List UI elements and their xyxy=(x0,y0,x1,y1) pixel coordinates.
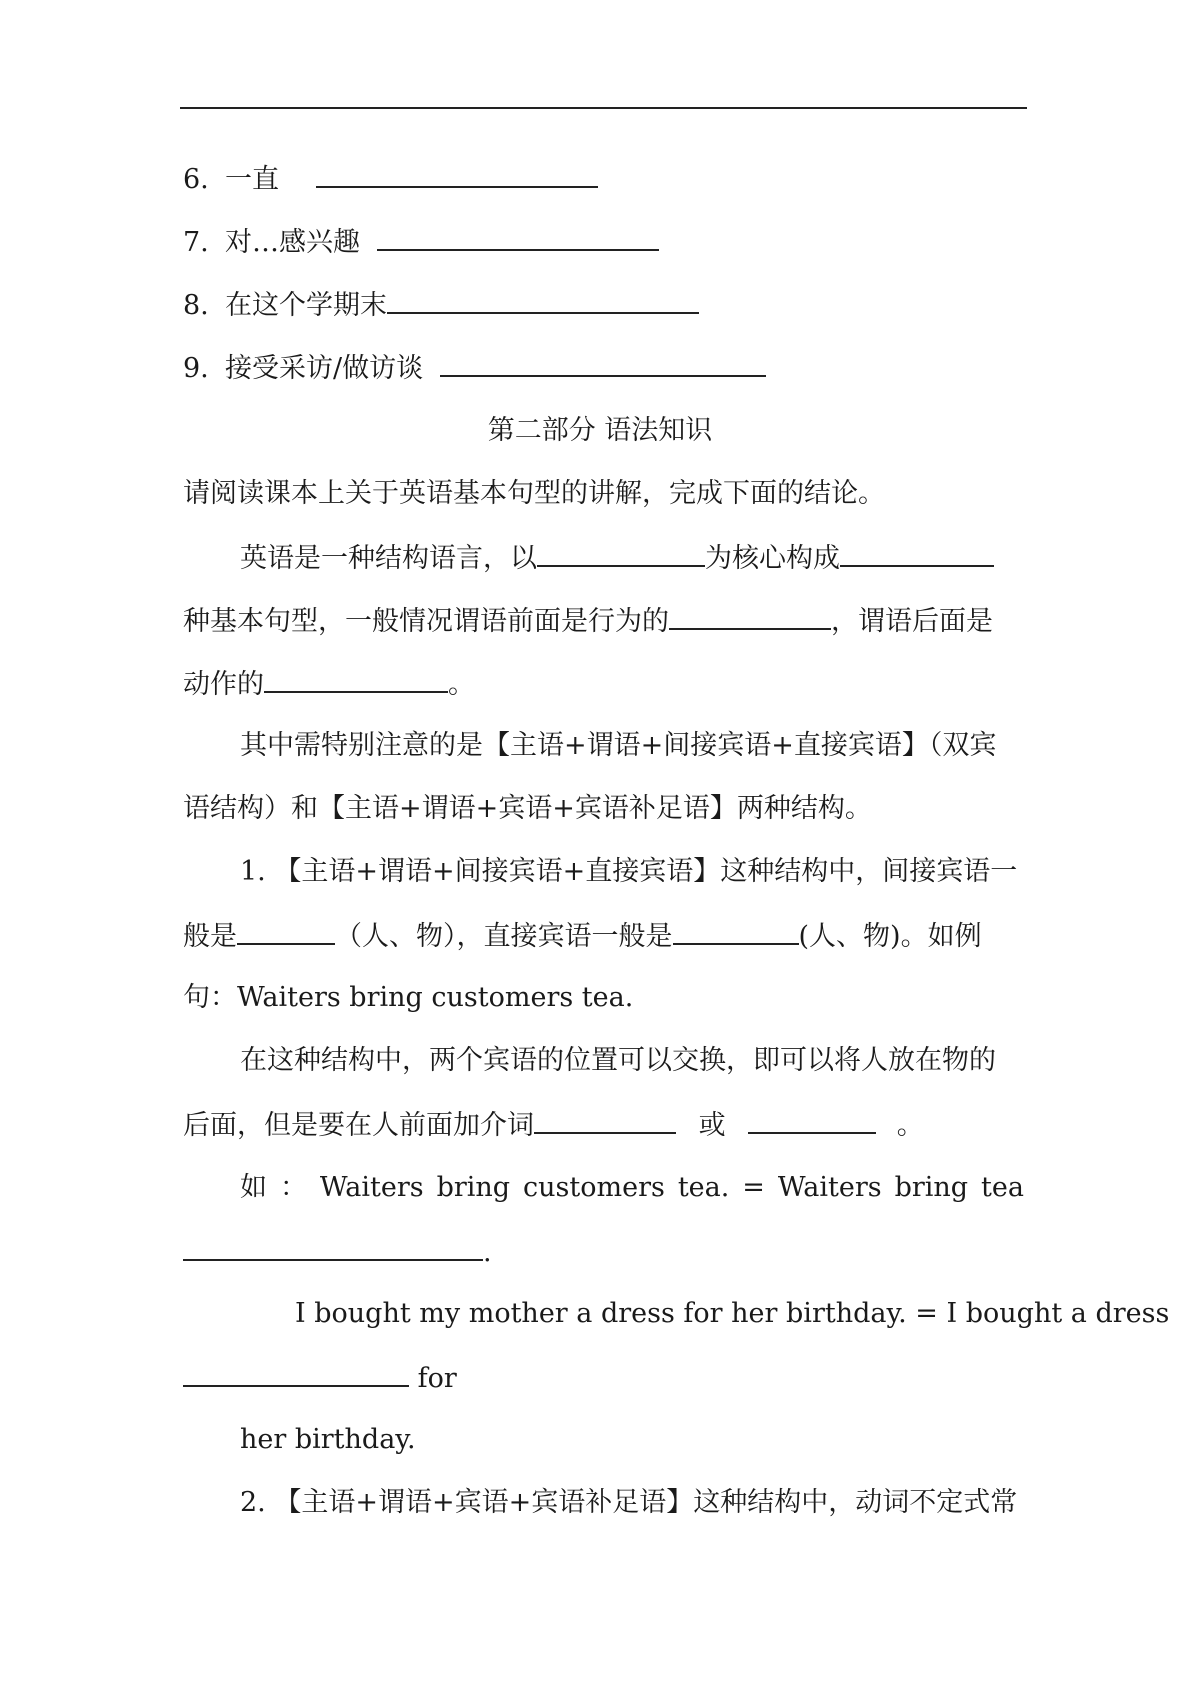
example2-line1: I bought my mother a dress for her birthday. = I bought a dress xyxy=(295,1298,1170,1329)
text-segment: 英语是一种结构语言，以 xyxy=(240,543,537,574)
answer-blank[interactable] xyxy=(183,1359,409,1387)
text-segment: 动作的 xyxy=(183,669,264,700)
word: ： xyxy=(279,1172,307,1203)
item-number: 8. xyxy=(183,290,209,321)
text-segment: 或 xyxy=(698,1110,726,1141)
answer-blank[interactable] xyxy=(183,1233,483,1261)
text-segment: 。 xyxy=(448,669,475,700)
text-segment: （人、物），直接宾语一般是 xyxy=(335,921,673,952)
point2-line1: 2. 【主语+谓语+宾语+宾语补足语】这种结构中，动词不定式常 xyxy=(240,1487,1018,1518)
word: tea xyxy=(981,1172,1024,1203)
answer-blank[interactable] xyxy=(377,223,659,251)
vocab-item-8 xyxy=(183,286,699,324)
example2-line3: her birthday. xyxy=(240,1424,416,1455)
item-number: 7. xyxy=(183,227,209,258)
answer-blank[interactable] xyxy=(316,160,598,188)
para3-line2 xyxy=(183,1106,924,1144)
vocab-item-7 xyxy=(183,223,659,261)
answer-blank[interactable] xyxy=(534,1106,676,1134)
word: bring xyxy=(894,1172,969,1203)
word: Waiters xyxy=(319,1172,424,1203)
word: = xyxy=(742,1172,765,1203)
para2-line1: 其中需特别注意的是【主语+谓语+间接宾语+直接宾语】（双宾 xyxy=(240,730,997,761)
section-title: 第二部分 语法知识 xyxy=(487,415,713,446)
text-segment: . xyxy=(483,1237,492,1268)
para1-line2 xyxy=(183,602,993,640)
answer-blank[interactable] xyxy=(264,665,448,693)
word: tea. xyxy=(677,1172,730,1203)
answer-blank[interactable] xyxy=(537,539,705,567)
header-rule xyxy=(180,107,1027,109)
item-text: 对…感兴趣 xyxy=(225,227,360,258)
para3-line1: 在这种结构中，两个宾语的位置可以交换，即可以将人放在物的 xyxy=(240,1045,996,1076)
example1-line2 xyxy=(183,1233,492,1271)
text-segment: 为核心构成 xyxy=(705,543,840,574)
text-segment: (人、物)。如例 xyxy=(798,921,982,952)
para1-line3 xyxy=(183,665,475,703)
text-segment: 。 xyxy=(896,1110,924,1141)
point1-line1: 1. 【主语+谓语+间接宾语+直接宾语】这种结构中，间接宾语一 xyxy=(240,856,1018,887)
vocab-item-9 xyxy=(183,349,766,387)
vocab-item-6 xyxy=(183,160,598,198)
text-segment: 后面，但是要在人前面加介词 xyxy=(183,1110,534,1141)
text-segment: 种基本句型，一般情况谓语前面是行为的 xyxy=(183,606,669,637)
answer-blank[interactable] xyxy=(669,602,831,630)
answer-blank[interactable] xyxy=(387,286,699,314)
para1-line1 xyxy=(240,539,994,577)
example2-line2 xyxy=(183,1359,457,1397)
para2-line2: 语结构）和【主语+谓语+宾语+宾语补足语】两种结构。 xyxy=(183,793,872,824)
answer-blank[interactable] xyxy=(673,917,799,945)
word: customers xyxy=(523,1172,665,1203)
text-segment: for xyxy=(417,1363,457,1394)
text-segment: ，谓语后面是 xyxy=(831,606,993,637)
answer-blank[interactable] xyxy=(748,1106,876,1134)
item-number: 6. xyxy=(183,164,209,195)
answer-blank[interactable] xyxy=(440,349,766,377)
item-text: 在这个学期末 xyxy=(225,290,387,321)
word: bring xyxy=(436,1172,511,1203)
item-text: 一直 xyxy=(225,164,279,195)
text-segment: 般是 xyxy=(183,921,237,952)
word: 如 xyxy=(240,1172,267,1203)
item-text: 接受采访/做访谈 xyxy=(225,353,424,384)
word: Waiters xyxy=(777,1172,882,1203)
answer-blank[interactable] xyxy=(237,917,335,945)
answer-blank[interactable] xyxy=(840,539,994,567)
intro-text: 请阅读课本上关于英语基本句型的讲解，完成下面的结论。 xyxy=(183,478,885,509)
point1-line3: 句：Waiters bring customers tea. xyxy=(183,982,634,1013)
example1-line1 xyxy=(240,1170,1024,1206)
point1-line2 xyxy=(183,917,982,955)
item-number: 9. xyxy=(183,353,209,384)
